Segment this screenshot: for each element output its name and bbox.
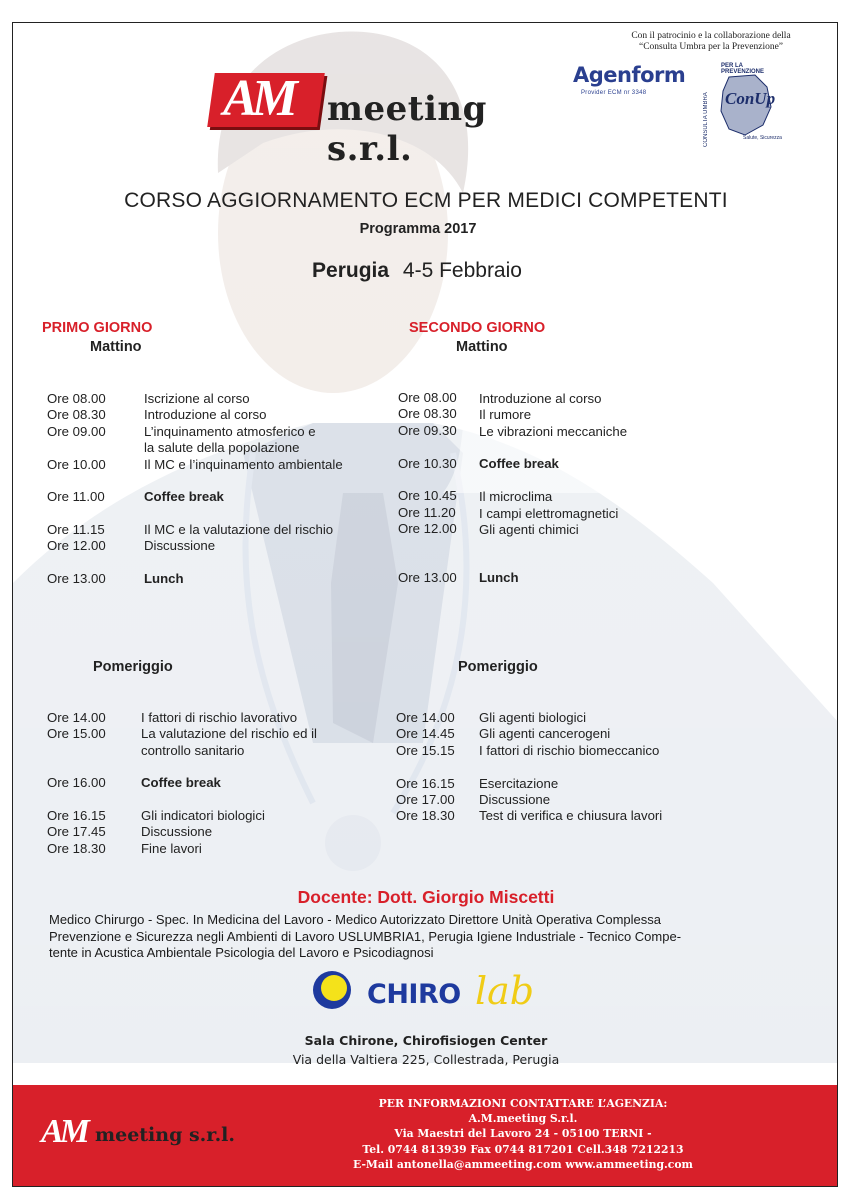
flyer-page (12, 22, 838, 1187)
day1-morning-label: Mattino (90, 339, 142, 355)
schedule-time: Ore 12.00 (47, 538, 106, 553)
schedule-desc: La valutazione del rischio ed il (141, 726, 317, 741)
footer-banner (13, 1085, 838, 1187)
footer-line-2: A.M.meeting S.r.l. (468, 1112, 578, 1126)
footer-am-logo (41, 1113, 261, 1163)
schedule-desc: Il microclima (479, 489, 553, 504)
schedule-time: Ore 12.00 (398, 521, 457, 536)
footer-am-letters: AM (41, 1113, 86, 1150)
schedule-desc: Test di verifica e chiusura lavori (479, 808, 663, 823)
footer-line-4: Tel. 0744 813939 Fax 0744 817201 Cell.348 7212213 (362, 1142, 684, 1156)
schedule-desc: Esercitazione (479, 776, 559, 791)
agenform-logo-subtext: Provider ECM nr 3348 (581, 90, 647, 96)
conup-side-text: CONSULTA UMBRA (703, 92, 709, 147)
am-meeting-logo (211, 67, 551, 169)
schedule-time: Ore 16.00 (47, 775, 106, 790)
schedule-time: Ore 11.20 (398, 505, 456, 520)
schedule-desc: Fine lavori (141, 841, 202, 856)
chirolab-circle-icon (313, 971, 351, 1009)
am-logo-text: meeting s.r.l. (327, 89, 487, 169)
docente-desc-line-2: Prevenzione e Sicurezza negli Ambienti di Lavoro USLUMBRIA1, Perugia Igiene Industriale - Tecnico Compe- (49, 928, 682, 944)
day2-morning-label: Mattino (456, 339, 508, 355)
day1-afternoon-label: Pomeriggio (93, 659, 173, 675)
footer-am-text: meeting s.r.l. (95, 1124, 236, 1146)
schedule-time: Ore 11.15 (47, 522, 105, 537)
footer-line-1: PER INFORMAZIONI CONTATTARE L’AGENZIA: (378, 1097, 668, 1110)
schedule-time: Ore 18.30 (47, 841, 106, 856)
schedule-time: Ore 10.30 (398, 456, 457, 471)
patronage-line-1: Con il patrocinio e la collaborazione della (631, 31, 791, 41)
schedule-desc-continued: controllo sanitario (141, 743, 245, 758)
docente-title: Docente: Dott. Giorgio Miscetti (297, 887, 555, 907)
schedule-time: Ore 08.00 (398, 390, 457, 405)
am-logo-letters: AM (223, 70, 292, 127)
footer-line-5: E-Mail antonella@ammeeting.com www.ammeeting.com (353, 1157, 693, 1171)
schedule-desc: Coffee break (141, 775, 221, 790)
schedule-time: Ore 09.00 (47, 424, 106, 439)
schedule-time: Ore 08.00 (47, 391, 106, 406)
schedule-time: Ore 15.15 (396, 743, 455, 758)
schedule-time: Ore 17.45 (47, 824, 106, 839)
agenform-logo (573, 63, 693, 103)
schedule-time: Ore 14.00 (396, 710, 455, 725)
agenform-logo-text: Agenform (573, 63, 686, 87)
schedule-desc: Il MC e la valutazione del rischio (144, 522, 334, 537)
schedule-desc: Introduzione al corso (479, 391, 602, 406)
schedule-desc: Le vibrazioni meccaniche (479, 424, 628, 439)
patronage-line-2: “Consulta Umbra per la Prevenzione” (638, 42, 784, 52)
day2-afternoon-label: Pomeriggio (458, 659, 538, 675)
docente-description (49, 912, 789, 962)
schedule-time: Ore 08.30 (47, 407, 106, 422)
schedule-time: Ore 14.45 (396, 726, 455, 741)
docente-desc-line-3: tente in Acustica Ambientale Psicologia del Lavoro e Psicodiagnosi (49, 945, 434, 960)
schedule-time: Ore 18.30 (396, 808, 455, 823)
schedule-desc: Lunch (479, 570, 519, 585)
schedule-time: Ore 16.15 (396, 776, 455, 791)
schedule-time: Ore 16.15 (47, 808, 106, 823)
schedule-time: Ore 15.00 (47, 726, 106, 741)
schedule-desc: Il rumore (479, 407, 532, 422)
docente-desc-line-1: Medico Chirurgo - Spec. In Medicina del Lavoro - Medico Autorizzato Direttore Unità Operativa Complessa (49, 912, 661, 927)
footer-contact-info (313, 1096, 733, 1172)
schedule-desc: Iscrizione al corso (144, 391, 250, 406)
day2-title: SECONDO GIORNO (409, 320, 546, 336)
venue-name: Sala Chirone, Chirofisiogen Center (304, 1033, 548, 1048)
schedule-desc: Gli agenti biologici (479, 710, 587, 725)
schedule-desc: Coffee break (144, 489, 224, 504)
footer-line-3: Via Maestri del Lavoro 24 - 05100 TERNI - (394, 1127, 652, 1141)
schedule-desc: I campi elettromagnetici (479, 506, 619, 521)
schedule-time: Ore 09.30 (398, 423, 457, 438)
schedule-desc: Discussione (141, 824, 213, 839)
schedule-desc: Discussione (144, 538, 216, 553)
day1-title: PRIMO GIORNO (42, 320, 153, 336)
event-dates: 4-5 Febbraio (402, 259, 522, 282)
schedule-desc: L’inquinamento atmosferico e (144, 424, 316, 439)
schedule-desc: Gli indicatori biologici (141, 808, 265, 823)
conup-bottom-text: Salute, Sicurezza (743, 135, 782, 141)
schedule-desc: I fattori di rischio biomeccanico (479, 743, 660, 758)
schedule-time: Ore 13.00 (47, 571, 106, 586)
schedule-time: Ore 13.00 (398, 570, 457, 585)
schedule-desc: Gli agenti chimici (479, 522, 579, 537)
schedule-desc-continued: la salute della popolazione (144, 440, 300, 455)
chirolab-logo (311, 969, 551, 1019)
conup-logo-text: ConUp (725, 89, 776, 108)
venue-address: Via della Valtiera 225, Collestrada, Perugia (292, 1052, 560, 1067)
schedule-desc: Introduzione al corso (144, 407, 267, 422)
schedule-time: Ore 17.00 (396, 792, 455, 807)
schedule-desc: I fattori di rischio lavorativo (141, 710, 298, 725)
city-dates (13, 259, 821, 283)
schedule-time: Ore 14.00 (47, 710, 106, 725)
schedule-time: Ore 10.00 (47, 457, 106, 472)
patronage-note (601, 31, 821, 53)
conup-top-text: PER LA PREVENZIONE (721, 63, 765, 75)
schedule-desc: Il MC e l’inquinamento ambientale (144, 457, 343, 472)
schedule-time: Ore 10.45 (398, 488, 457, 503)
chirolab-logo-lab: lab (475, 969, 535, 1013)
city-name: Perugia (312, 259, 390, 282)
schedule-desc: Gli agenti cancerogeni (479, 726, 611, 741)
schedule-desc: Discussione (479, 792, 551, 807)
schedule-time: Ore 11.00 (47, 489, 105, 504)
chirolab-logo-text: CHIRO (367, 979, 461, 1010)
course-title: CORSO AGGIORNAMENTO ECM PER MEDICI COMPETENTI (124, 189, 728, 212)
program-title: Programma 2017 (359, 221, 477, 237)
schedule-time: Ore 08.30 (398, 406, 457, 421)
conup-logo (703, 63, 783, 153)
schedule-desc: Coffee break (479, 456, 559, 471)
schedule-desc: Lunch (144, 571, 184, 586)
